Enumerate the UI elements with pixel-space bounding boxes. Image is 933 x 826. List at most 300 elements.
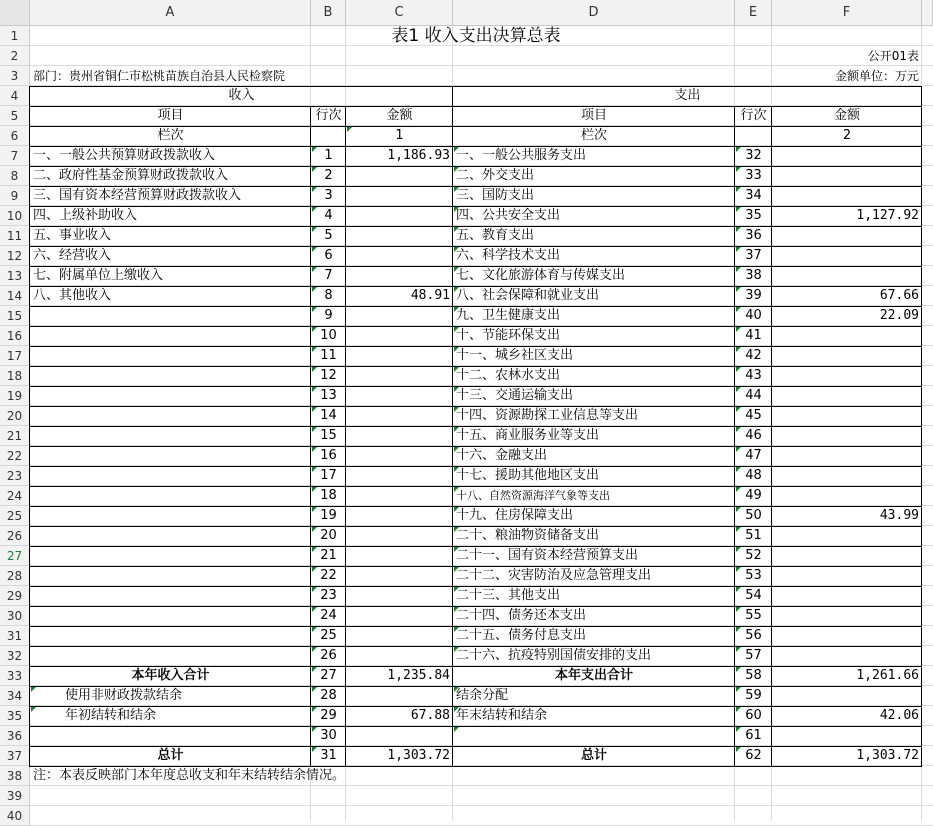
green-flag-icon <box>736 147 741 152</box>
row-header-2[interactable]: 2 <box>0 46 30 66</box>
income-line-number[interactable]: 13 <box>320 388 337 403</box>
row-header-31[interactable]: 31 <box>0 626 30 646</box>
income-item-name[interactable] <box>31 486 310 506</box>
expense-amount[interactable]: 43.99 <box>879 508 919 523</box>
expense-line-number[interactable]: 55 <box>745 608 762 623</box>
income-item-name[interactable] <box>31 426 310 446</box>
expense-amount[interactable] <box>773 406 921 426</box>
income-amount[interactable] <box>347 606 452 626</box>
income-line-number[interactable]: 25 <box>320 628 337 643</box>
income-amount[interactable] <box>347 446 452 466</box>
column-header-d[interactable]: D <box>453 0 735 26</box>
green-flag-icon <box>312 247 317 252</box>
income-amount[interactable] <box>347 426 452 446</box>
green-flag-icon <box>454 487 459 492</box>
income-item-name[interactable] <box>31 626 310 646</box>
expense-line-number[interactable]: 47 <box>745 448 762 463</box>
income-item-name[interactable] <box>31 506 310 526</box>
expense-amount[interactable]: 42.06 <box>879 708 919 723</box>
expense-line-number[interactable]: 48 <box>745 468 762 483</box>
page-title[interactable]: 表1 收入支出决算总表 <box>391 26 561 46</box>
green-flag-icon <box>454 607 459 612</box>
green-flag-icon <box>312 327 317 332</box>
green-flag-icon <box>454 287 459 292</box>
green-flag-icon <box>736 367 741 372</box>
column-header-f[interactable]: F <box>772 0 922 26</box>
expense-item-name[interactable]: 十五、商业服务业等支出 <box>456 428 600 443</box>
expense-line-number[interactable]: 41 <box>745 328 762 343</box>
expense-item-name[interactable]: 六、科学技术支出 <box>456 248 561 263</box>
green-flag-icon <box>454 427 459 432</box>
income-item-name[interactable] <box>31 406 310 426</box>
green-flag-icon <box>312 387 317 392</box>
expense-section-header[interactable]: 支出 <box>674 88 701 103</box>
income-line-number[interactable]: 21 <box>320 548 337 563</box>
expense-line-number[interactable]: 56 <box>745 628 762 643</box>
row-header-39[interactable]: 39 <box>0 786 30 806</box>
expense-item-name[interactable]: 二十三、其他支出 <box>456 588 561 603</box>
income-line-number[interactable]: 19 <box>320 508 337 523</box>
income-amount[interactable] <box>347 686 452 706</box>
expense-amount[interactable]: 1,261.66 <box>856 668 919 683</box>
green-flag-icon <box>454 187 459 192</box>
expense-amount[interactable] <box>773 246 921 266</box>
row-header-12[interactable]: 12 <box>0 246 30 266</box>
row-header-21[interactable]: 21 <box>0 426 30 446</box>
row-header-13[interactable]: 13 <box>0 266 30 286</box>
border-v <box>921 86 922 767</box>
income-line-number[interactable]: 11 <box>320 348 337 363</box>
border-v <box>310 106 311 767</box>
border-v <box>771 106 772 767</box>
expense-line-number[interactable]: 60 <box>745 708 762 723</box>
expense-line-number[interactable]: 36 <box>745 228 762 243</box>
expense-line-number[interactable]: 58 <box>745 668 762 683</box>
green-flag-icon <box>312 587 317 592</box>
row-header-26[interactable]: 26 <box>0 526 30 546</box>
expense-item-name[interactable]: 七、文化旅游体育与传媒支出 <box>456 268 626 283</box>
income-line-number[interactable]: 16 <box>320 448 337 463</box>
income-item-name[interactable] <box>31 546 310 566</box>
green-flag-icon <box>312 527 317 532</box>
expense-line-number[interactable]: 35 <box>745 208 762 223</box>
green-flag-icon <box>736 607 741 612</box>
expense-amount[interactable] <box>773 646 921 666</box>
row-header-22[interactable]: 22 <box>0 446 30 466</box>
income-amount[interactable] <box>347 546 452 566</box>
row-header-16[interactable]: 16 <box>0 326 30 346</box>
income-amount[interactable]: 67.88 <box>410 708 450 723</box>
green-flag-icon <box>312 627 317 632</box>
income-item-name[interactable] <box>31 446 310 466</box>
green-flag-icon <box>312 407 317 412</box>
income-item-name[interactable]: 二、政府性基金预算财政拨款收入 <box>33 168 229 183</box>
income-amount[interactable] <box>347 266 452 286</box>
green-flag-icon <box>736 687 741 692</box>
expense-item-name[interactable]: 八、社会保障和就业支出 <box>456 288 600 303</box>
income-amount[interactable] <box>347 566 452 586</box>
expense-amount[interactable] <box>773 546 921 566</box>
row-header-9[interactable]: 9 <box>0 186 30 206</box>
income-item-header[interactable]: 项目 <box>157 108 184 123</box>
expense-item-name[interactable]: 十七、援助其他地区支出 <box>456 468 600 483</box>
row-header-4[interactable]: 4 <box>0 86 30 106</box>
expense-line-number[interactable]: 54 <box>745 588 762 603</box>
expense-amount[interactable] <box>773 186 921 206</box>
expense-item-name[interactable]: 四、公共安全支出 <box>456 208 561 223</box>
income-amount[interactable] <box>347 306 452 326</box>
income-amount[interactable] <box>347 646 452 666</box>
expense-amount[interactable] <box>773 146 921 166</box>
expense-column-label[interactable]: 栏次 <box>580 128 607 143</box>
expense-item-name[interactable]: 五、教育支出 <box>456 228 535 243</box>
green-flag-icon <box>454 327 459 332</box>
expense-line-number[interactable]: 61 <box>745 728 762 743</box>
green-flag-icon <box>312 607 317 612</box>
income-line-number[interactable]: 18 <box>320 488 337 503</box>
expense-amount[interactable] <box>773 226 921 246</box>
select-all-corner[interactable] <box>0 0 30 26</box>
income-amount[interactable] <box>347 366 452 386</box>
expense-amount[interactable] <box>773 726 921 746</box>
expense-line-number[interactable]: 59 <box>745 688 762 703</box>
expense-line-number[interactable]: 34 <box>745 188 762 203</box>
row-header-35[interactable]: 35 <box>0 706 30 726</box>
income-section-header[interactable]: 收入 <box>228 88 255 103</box>
income-item-name[interactable] <box>31 526 310 546</box>
expense-amount[interactable] <box>773 166 921 186</box>
expense-amount[interactable] <box>773 466 921 486</box>
expense-line-number[interactable]: 53 <box>745 568 762 583</box>
income-line-number[interactable]: 20 <box>320 528 337 543</box>
department-label[interactable]: 部门：贵州省铜仁市松桃苗族自治县人民检察院 <box>33 69 286 83</box>
income-amount[interactable] <box>347 586 452 606</box>
expense-line-number[interactable]: 39 <box>745 288 762 303</box>
green-flag-icon <box>736 707 741 712</box>
income-item-name[interactable]: 三、国有资本经营预算财政拨款收入 <box>33 188 242 203</box>
expense-line-number[interactable]: 42 <box>745 348 762 363</box>
income-line-number[interactable]: 27 <box>320 668 337 683</box>
income-column-label[interactable]: 栏次 <box>157 128 184 143</box>
green-flag-icon <box>454 527 459 532</box>
income-line-number[interactable]: 10 <box>320 328 337 343</box>
green-flag-icon <box>736 447 741 452</box>
income-line-number[interactable]: 6 <box>324 248 333 263</box>
expense-line-number[interactable]: 51 <box>745 528 762 543</box>
row-header-36[interactable]: 36 <box>0 726 30 746</box>
green-flag-icon <box>454 147 459 152</box>
column-header-e[interactable]: E <box>735 0 772 26</box>
expense-line-number[interactable]: 57 <box>745 648 762 663</box>
income-line-number[interactable]: 2 <box>324 168 333 183</box>
green-flag-icon <box>736 507 741 512</box>
green-flag-icon <box>454 567 459 572</box>
green-flag-icon <box>454 347 459 352</box>
income-item-name[interactable] <box>31 566 310 586</box>
expense-amount[interactable] <box>773 626 921 646</box>
income-amount[interactable]: 48.91 <box>410 288 450 303</box>
expense-amount[interactable] <box>773 486 921 506</box>
income-line-number[interactable]: 4 <box>324 208 333 223</box>
income-amount[interactable] <box>347 166 452 186</box>
unit-label[interactable]: 金额单位：万元 <box>834 69 919 83</box>
green-flag-icon <box>736 747 741 752</box>
expense-amount[interactable] <box>773 446 921 466</box>
income-item-name[interactable]: 四、上级补助收入 <box>33 208 138 223</box>
row-header-27[interactable]: 27 <box>0 546 30 566</box>
income-item-name[interactable] <box>31 606 310 626</box>
row-header-25[interactable]: 25 <box>0 506 30 526</box>
income-line-number[interactable]: 5 <box>324 228 333 243</box>
income-line-number[interactable]: 8 <box>324 288 333 303</box>
income-line-number[interactable]: 9 <box>324 308 333 323</box>
footnote[interactable]: 注：本表反映部门本年度总收支和年末结转结余情况。 <box>33 768 346 783</box>
income-item-name[interactable]: 使用非财政拨款结余 <box>65 688 183 703</box>
expense-line-number[interactable]: 33 <box>745 168 762 183</box>
income-line-number[interactable]: 12 <box>320 368 337 383</box>
row-header-29[interactable]: 29 <box>0 586 30 606</box>
income-line-number[interactable]: 28 <box>320 688 337 703</box>
expense-item-name[interactable]: 十一、城乡社区支出 <box>456 348 574 363</box>
expense-item-name[interactable]: 年末结转和结余 <box>456 708 548 723</box>
income-line-number[interactable]: 26 <box>320 648 337 663</box>
income-column-number[interactable]: 1 <box>395 128 404 143</box>
expense-item-name[interactable]: 十九、住房保障支出 <box>456 508 574 523</box>
expense-amount[interactable] <box>773 606 921 626</box>
expense-item-name[interactable]: 结余分配 <box>456 688 509 703</box>
row-header-8[interactable]: 8 <box>0 166 30 186</box>
expense-line-number[interactable]: 50 <box>745 508 762 523</box>
row-header-17[interactable]: 17 <box>0 346 30 366</box>
expense-line-number[interactable]: 44 <box>745 388 762 403</box>
expense-line-number[interactable]: 43 <box>745 368 762 383</box>
expense-item-name[interactable]: 总计 <box>580 748 607 763</box>
row-header-6[interactable]: 6 <box>0 126 30 146</box>
income-amount[interactable] <box>347 386 452 406</box>
row-header-5[interactable]: 5 <box>0 106 30 126</box>
expense-amount[interactable] <box>773 566 921 586</box>
green-flag-icon <box>454 727 459 732</box>
income-item-name[interactable] <box>31 466 310 486</box>
expense-amount-header[interactable]: 金额 <box>833 108 860 123</box>
income-amount[interactable] <box>347 506 452 526</box>
income-line-number[interactable]: 14 <box>320 408 337 423</box>
income-line-number[interactable]: 17 <box>320 468 337 483</box>
income-line-number[interactable]: 22 <box>320 568 337 583</box>
green-flag-icon <box>312 447 317 452</box>
income-line-number[interactable]: 7 <box>324 268 333 283</box>
row-header-37[interactable]: 37 <box>0 746 30 766</box>
income-item-name[interactable]: 六、经营收入 <box>33 248 112 263</box>
column-header-b[interactable]: B <box>311 0 346 26</box>
income-item-name[interactable] <box>31 646 310 666</box>
income-line-number[interactable]: 1 <box>324 148 333 163</box>
income-item-name[interactable] <box>31 346 310 366</box>
income-amount[interactable]: 1,303.72 <box>387 748 450 763</box>
income-line-number[interactable]: 24 <box>320 608 337 623</box>
income-item-name[interactable] <box>31 306 310 326</box>
green-flag-icon <box>312 727 317 732</box>
expense-line-number[interactable]: 45 <box>745 408 762 423</box>
income-amount[interactable]: 1,235.84 <box>387 668 450 683</box>
green-flag-icon <box>736 407 741 412</box>
income-line-number[interactable]: 3 <box>324 188 333 203</box>
green-flag-icon <box>31 707 36 712</box>
income-item-name[interactable] <box>31 386 310 406</box>
income-amount[interactable] <box>347 406 452 426</box>
expense-line-number[interactable]: 62 <box>745 748 762 763</box>
income-item-name[interactable] <box>31 366 310 386</box>
income-item-name[interactable]: 七、附属单位上缴收入 <box>33 268 164 283</box>
green-flag-icon <box>736 327 741 332</box>
expense-item-name[interactable]: 二十六、抗疫特别国债安排的支出 <box>456 648 652 663</box>
row-header-30[interactable]: 30 <box>0 606 30 626</box>
income-amount[interactable] <box>347 346 452 366</box>
income-item-name[interactable]: 本年收入合计 <box>131 668 210 683</box>
expense-amount[interactable] <box>773 526 921 546</box>
row-header-15[interactable]: 15 <box>0 306 30 326</box>
expense-item-name[interactable]: 十、节能环保支出 <box>456 328 561 343</box>
row-header-40[interactable]: 40 <box>0 806 30 826</box>
green-flag-icon <box>736 187 741 192</box>
income-amount[interactable] <box>347 206 452 226</box>
green-flag-icon <box>312 667 317 672</box>
expense-item-name[interactable] <box>454 726 734 746</box>
gridline-h <box>30 805 933 806</box>
expense-amount[interactable] <box>773 366 921 386</box>
income-line-number[interactable]: 29 <box>320 708 337 723</box>
expense-amount[interactable]: 1,127.92 <box>856 208 919 223</box>
column-header-c[interactable]: C <box>346 0 453 26</box>
row-header-34[interactable]: 34 <box>0 686 30 706</box>
expense-item-name[interactable]: 十六、金融支出 <box>456 448 548 463</box>
expense-item-name[interactable]: 十八、自然资源海洋气象等支出 <box>456 489 610 502</box>
expense-item-name[interactable]: 二十一、国有资本经营预算支出 <box>456 548 639 563</box>
row-header-14[interactable]: 14 <box>0 286 30 306</box>
income-amount[interactable] <box>347 326 452 346</box>
expense-column-number[interactable]: 2 <box>842 128 852 143</box>
income-item-name[interactable]: 总计 <box>157 748 184 763</box>
expense-amount[interactable]: 22.09 <box>879 308 919 323</box>
expense-line-number[interactable]: 38 <box>745 268 762 283</box>
row-header-38[interactable]: 38 <box>0 766 30 786</box>
expense-line-header[interactable]: 行次 <box>740 108 767 123</box>
income-line-number[interactable]: 30 <box>320 728 337 743</box>
expense-item-name[interactable]: 十四、资源勘探工业信息等支出 <box>456 408 639 423</box>
green-flag-icon <box>736 347 741 352</box>
income-amount[interactable] <box>347 486 452 506</box>
income-amount[interactable] <box>347 466 452 486</box>
row-header-28[interactable]: 28 <box>0 566 30 586</box>
income-item-name[interactable]: 五、事业收入 <box>33 228 112 243</box>
green-flag-icon <box>312 207 317 212</box>
green-flag-icon <box>454 467 459 472</box>
income-item-name[interactable]: 八、其他收入 <box>33 288 112 303</box>
green-flag-icon <box>736 387 741 392</box>
expense-item-name[interactable]: 二十二、灾害防治及应急管理支出 <box>456 568 652 583</box>
expense-amount[interactable] <box>773 686 921 706</box>
green-flag-icon <box>31 687 36 692</box>
expense-item-header[interactable]: 项目 <box>580 108 607 123</box>
income-amount[interactable] <box>347 246 452 266</box>
expense-amount[interactable] <box>773 266 921 286</box>
expense-amount[interactable] <box>773 346 921 366</box>
green-flag-icon <box>454 227 459 232</box>
row-header-18[interactable]: 18 <box>0 366 30 386</box>
expense-item-name[interactable]: 二十四、债务还本支出 <box>456 608 587 623</box>
row-header-10[interactable]: 10 <box>0 206 30 226</box>
expense-item-name[interactable]: 一、一般公共服务支出 <box>456 148 587 163</box>
expense-item-name[interactable]: 十三、交通运输支出 <box>456 388 574 403</box>
income-amount[interactable] <box>347 226 452 246</box>
green-flag-icon <box>736 567 741 572</box>
green-flag-icon <box>312 507 317 512</box>
expense-item-name[interactable]: 二、外交支出 <box>456 168 535 183</box>
expense-line-number[interactable]: 46 <box>745 428 762 443</box>
expense-amount[interactable] <box>773 586 921 606</box>
border-v <box>345 106 346 767</box>
expense-item-name[interactable]: 十二、农林水支出 <box>456 368 561 383</box>
income-amount[interactable] <box>347 726 452 746</box>
expense-line-number[interactable]: 37 <box>745 248 762 263</box>
row-header-20[interactable]: 20 <box>0 406 30 426</box>
income-item-name[interactable]: 年初结转和结余 <box>65 708 157 723</box>
income-item-name[interactable]: 一、一般公共预算财政拨款收入 <box>33 148 216 163</box>
income-line-number[interactable]: 15 <box>320 428 337 443</box>
column-header-a[interactable]: A <box>30 0 311 26</box>
row-header-33[interactable]: 33 <box>0 666 30 686</box>
row-header-11[interactable]: 11 <box>0 226 30 246</box>
expense-item-name[interactable]: 九、卫生健康支出 <box>456 308 561 323</box>
green-flag-icon <box>736 627 741 632</box>
row-header-32[interactable]: 32 <box>0 646 30 666</box>
income-amount[interactable]: 1,186.93 <box>387 148 450 163</box>
income-item-name[interactable] <box>31 586 310 606</box>
income-amount[interactable] <box>347 186 452 206</box>
expense-line-number[interactable]: 40 <box>745 308 762 323</box>
expense-amount[interactable] <box>773 426 921 446</box>
expense-item-name[interactable]: 三、国防支出 <box>456 188 535 203</box>
row-header-23[interactable]: 23 <box>0 466 30 486</box>
expense-item-name[interactable]: 本年支出合计 <box>554 668 633 683</box>
expense-line-number[interactable]: 52 <box>745 548 762 563</box>
expense-amount[interactable] <box>773 386 921 406</box>
income-amount-header[interactable]: 金额 <box>386 108 413 123</box>
green-flag-icon <box>347 127 352 132</box>
expense-line-number[interactable]: 49 <box>745 488 762 503</box>
income-line-number[interactable]: 23 <box>320 588 337 603</box>
expense-amount[interactable] <box>773 326 921 346</box>
row-header-24[interactable]: 24 <box>0 486 30 506</box>
expense-amount[interactable]: 67.66 <box>879 288 919 303</box>
expense-item-name[interactable]: 二十、粮油物资储备支出 <box>456 528 600 543</box>
expense-line-number[interactable]: 32 <box>745 148 762 163</box>
row-header-1[interactable]: 1 <box>0 26 30 46</box>
row-header-7[interactable]: 7 <box>0 146 30 166</box>
expense-amount[interactable]: 1,303.72 <box>856 748 919 763</box>
form-code[interactable]: 公开01表 <box>867 49 919 63</box>
income-line-header[interactable]: 行次 <box>315 108 342 123</box>
income-amount[interactable] <box>347 626 452 646</box>
income-line-number[interactable]: 31 <box>320 748 337 763</box>
row-header-3[interactable]: 3 <box>0 66 30 86</box>
expense-item-name[interactable]: 二十五、债务付息支出 <box>456 628 587 643</box>
green-flag-icon <box>312 307 317 312</box>
row-header-19[interactable]: 19 <box>0 386 30 406</box>
income-item-name[interactable] <box>31 326 310 346</box>
income-amount[interactable] <box>347 526 452 546</box>
income-item-name[interactable] <box>31 726 310 746</box>
